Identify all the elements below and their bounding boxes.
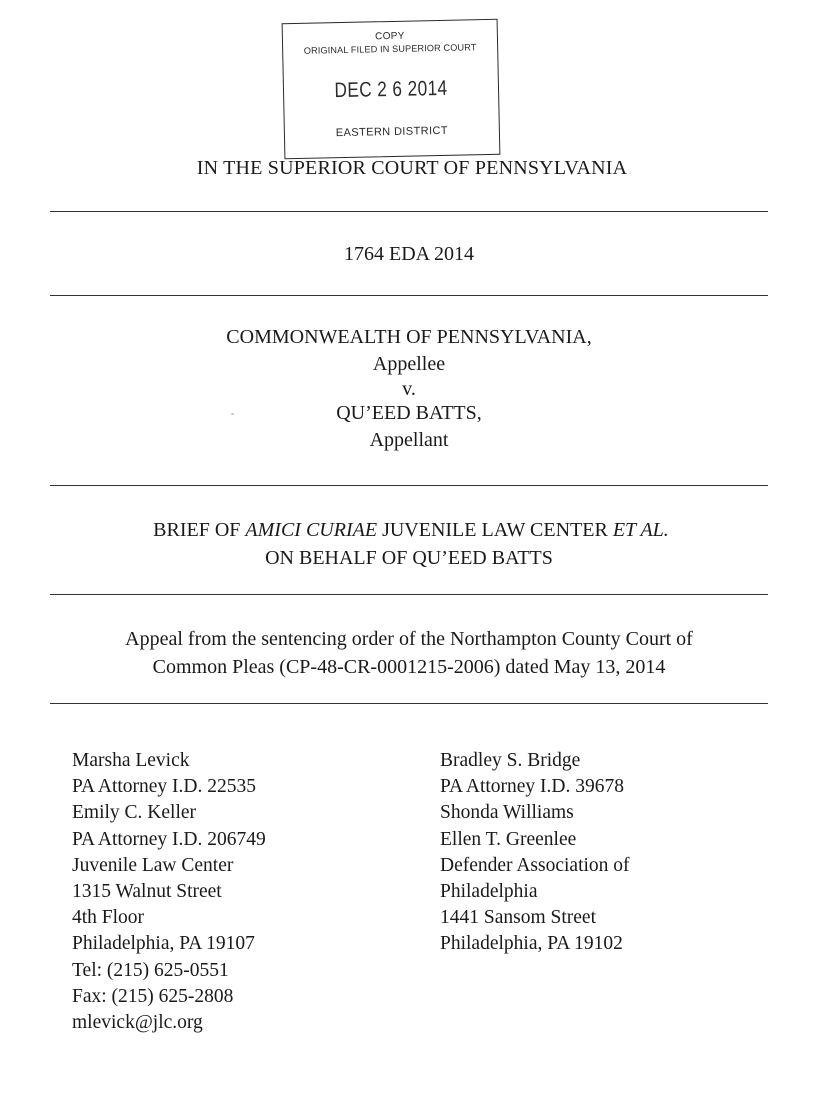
scan-speck	[231, 413, 234, 415]
appellee-role: Appellee	[372, 353, 446, 375]
stamp-district: EASTERN DISTRICT	[335, 124, 449, 140]
counsel-block-left	[72, 748, 266, 1036]
divider	[50, 703, 768, 704]
appeal-line-2: Common Pleas (CP-48-CR-0001215-2006) dated May 13, 2014	[152, 656, 666, 678]
counsel-line: Marsha Levick	[72, 750, 190, 771]
counsel-line: Philadelphia, PA 19102	[440, 933, 623, 955]
counsel-line: PA Attorney I.D. 22535	[72, 776, 257, 798]
counsel-line: Bradley S. Bridge	[440, 750, 581, 771]
filing-stamp	[282, 19, 501, 159]
divider	[50, 211, 768, 212]
counsel-line: Ellen T. Greenlee	[440, 828, 577, 850]
stamp-filed-text: ORIGINAL FILED IN SUPERIOR COURT	[303, 42, 477, 56]
divider	[50, 594, 768, 595]
stamp-date: DEC 2 6 2014	[334, 76, 448, 103]
counsel-fax: Fax: (215) 625-2808	[72, 985, 234, 1007]
counsel-line: Juvenile Law Center	[72, 854, 234, 876]
appeal-statement	[0, 625, 818, 681]
counsel-line: Emily C. Keller	[72, 802, 197, 824]
counsel-block-right	[440, 748, 630, 958]
divider	[50, 295, 768, 296]
appellant-role: Appellant	[369, 429, 449, 451]
brief-middle: JUVENILE LAW CENTER	[377, 519, 613, 541]
counsel-line: PA Attorney I.D. 39678	[440, 776, 625, 798]
divider	[50, 485, 768, 486]
counsel-line: Philadelphia, PA 19107	[72, 933, 255, 955]
amici-curiae: AMICI CURIAE	[245, 519, 378, 541]
counsel-email: mlevick@jlc.org	[72, 1012, 203, 1034]
counsel-line: Shonda Williams	[440, 802, 574, 824]
appellee-name: COMMONWEALTH OF PENNSYLVANIA,	[226, 326, 592, 348]
counsel-line: 1441 Sansom Street	[440, 907, 596, 929]
brief-title-line-2: ON BEHALF OF QU’EED BATTS	[265, 547, 553, 569]
versus: v.	[402, 378, 416, 400]
counsel-line: Philadelphia	[440, 881, 538, 903]
counsel-line: PA Attorney I.D. 206749	[72, 828, 266, 850]
et-al: ET AL.	[612, 519, 669, 541]
court-heading: IN THE SUPERIOR COURT OF PENNSYLVANIA	[196, 157, 628, 179]
counsel-line: 1315 Walnut Street	[72, 881, 222, 903]
docket-number: 1764 EDA 2014	[344, 243, 474, 265]
brief-title-line-1	[0, 516, 818, 544]
counsel-phone: Tel: (215) 625-0551	[72, 959, 229, 981]
counsel-line: Defender Association of	[440, 854, 630, 876]
stamp-copy-text: COPY	[375, 30, 405, 43]
brief-prefix: BRIEF OF	[153, 519, 246, 541]
brief-title	[0, 516, 818, 572]
appeal-line-1: Appeal from the sentencing order of the Northampton County Court of	[125, 628, 693, 650]
appellant-name: QU’EED BATTS,	[336, 402, 482, 424]
case-caption	[0, 324, 818, 454]
counsel-line: 4th Floor	[72, 907, 145, 929]
